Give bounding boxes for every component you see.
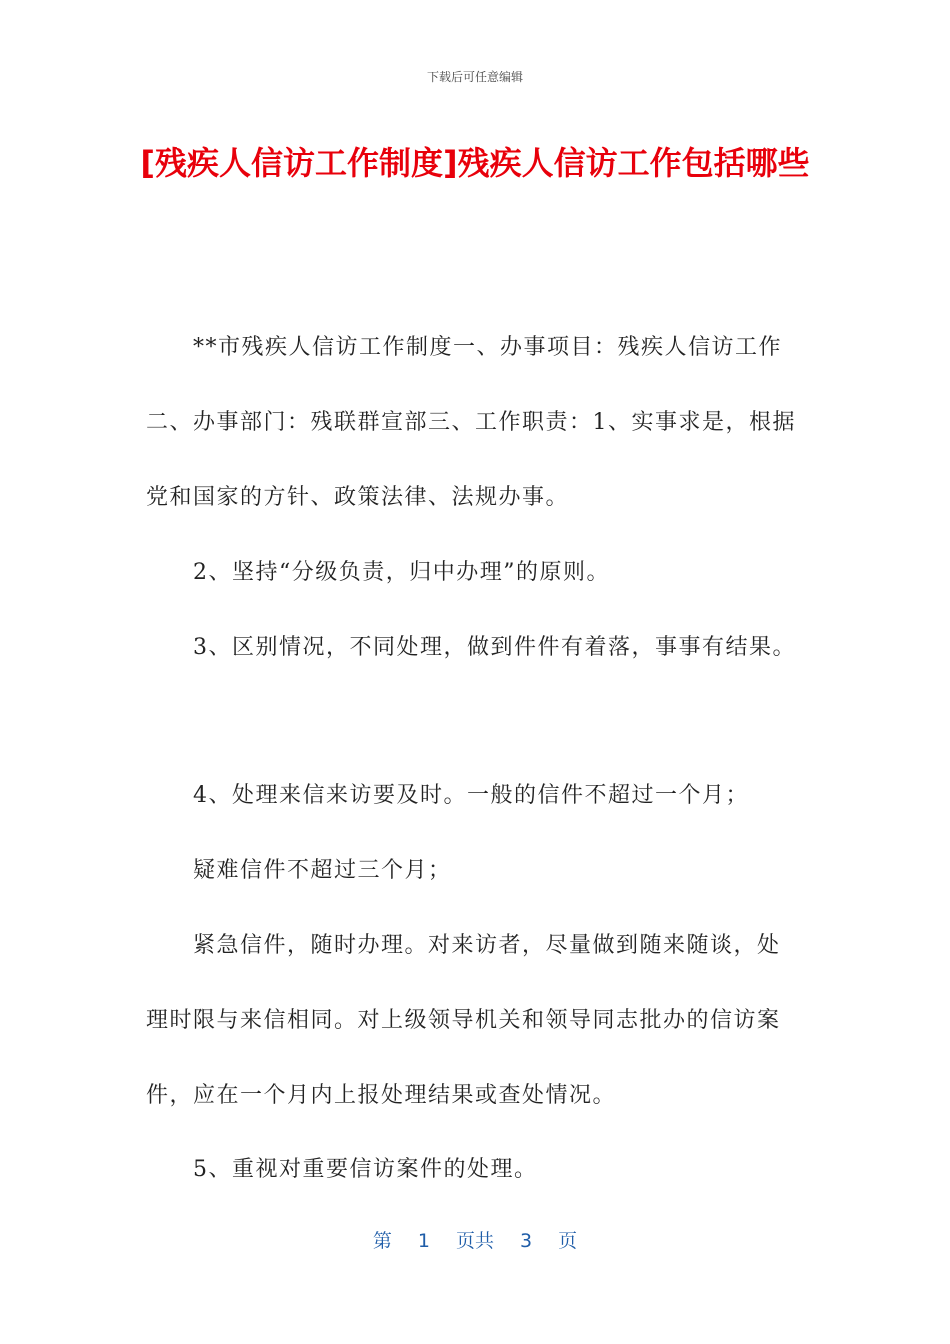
page-footer bbox=[0, 1226, 950, 1253]
body-line-9: 理时限与来信相同。对上级领导机关和领导同志批办的信访案 bbox=[146, 1008, 781, 1033]
header-note: 下载后可任意编辑 bbox=[426, 70, 523, 84]
body-line-10: 件，应在一个月内上报处理结果或查处情况。 bbox=[146, 1083, 617, 1108]
body-line-2: 二、办事部门：残联群宣部三、工作职责：1、实事求是，根据 bbox=[146, 410, 796, 435]
body-line-4: 2、坚持“分级负责，归中办理”的原则。 bbox=[193, 560, 610, 585]
body-line-8: 紧急信件，随时办理。对来访者，尽量做到随来随谈，处 bbox=[193, 933, 781, 958]
footer-page-number: 1 bbox=[417, 1230, 430, 1252]
body-line-7: 疑难信件不超过三个月； bbox=[193, 858, 452, 883]
footer-total-pages: 3 bbox=[520, 1230, 533, 1252]
body-line-11: 5、重视对重要信访案件的处理。 bbox=[193, 1157, 538, 1182]
footer-suffix: 页 bbox=[558, 1230, 578, 1252]
body-line-1: **市残疾人信访工作制度一、办事项目：残疾人信访工作 bbox=[193, 335, 783, 360]
footer-middle: 页共 bbox=[455, 1230, 494, 1252]
footer-prefix: 第 bbox=[372, 1230, 392, 1252]
document-title: [残疾人信访工作制度]残疾人信访工作包括哪些 bbox=[140, 144, 810, 182]
body-line-3: 党和国家的方针、政策法律、法规办事。 bbox=[146, 485, 570, 510]
body-line-6: 4、处理来信来访要及时。一般的信件不超过一个月； bbox=[193, 783, 749, 808]
body-line-5: 3、区别情况，不同处理，做到件件有着落，事事有结果。 bbox=[193, 635, 796, 660]
